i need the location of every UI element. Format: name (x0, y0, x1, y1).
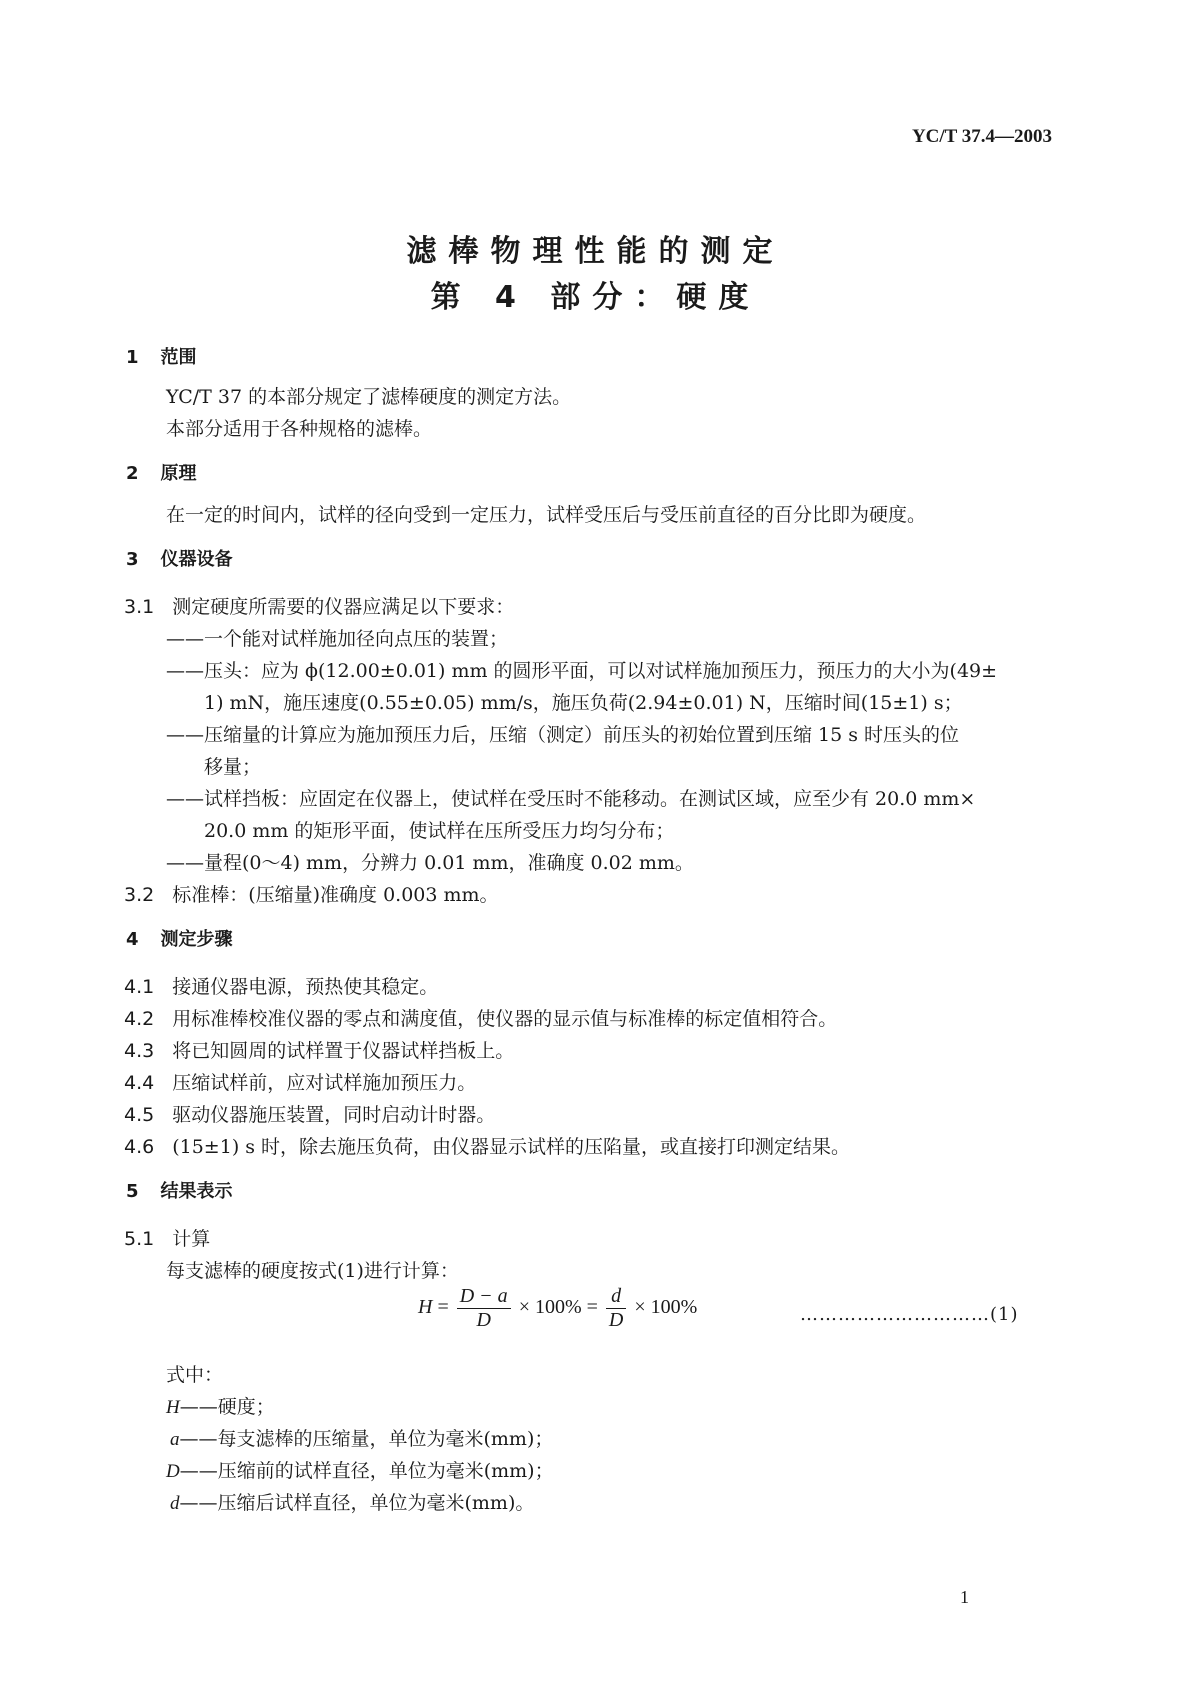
clause-3-2 (124, 880, 499, 907)
step-item (124, 1004, 837, 1031)
section-number: 1 (126, 347, 139, 368)
clause-text: 测定硬度所需要的仪器应满足以下要求： (172, 596, 515, 618)
times-100-percent: × 100% (634, 1296, 698, 1319)
fraction-1-denominator: D (476, 1309, 491, 1331)
formula-equals: = (437, 1296, 449, 1319)
formula-intro: 每支滤棒的硬度按式(1)进行计算： (166, 1260, 459, 1282)
variable-definition (166, 1392, 275, 1419)
variable-description: ——压缩后试样直径，单位为毫米(mm)。 (179, 1492, 535, 1514)
clause-number: 5.1 (124, 1228, 155, 1250)
section-3-heading (126, 545, 233, 571)
equation-number: …………………………(1) (800, 1304, 1019, 1325)
step-item (124, 972, 438, 999)
variable-symbol: d (170, 1493, 180, 1514)
step-number: 4.6 (124, 1136, 155, 1158)
section-title: 仪器设备 (160, 549, 233, 570)
requirement-item: ——量程(0～4) mm，分辨力 0.01 mm，准确度 0.02 mm。 (166, 852, 694, 874)
section-title: 原理 (160, 463, 197, 484)
section-1-paragraph-1: YC/T 37 的本部分规定了滤棒硬度的测定方法。 (166, 386, 572, 408)
requirement-item-continuation: 移量； (204, 756, 262, 778)
step-number: 4.5 (124, 1104, 155, 1126)
clause-title: 计算 (172, 1228, 211, 1250)
section-2-heading (126, 459, 197, 485)
fraction-2-denominator: D (608, 1309, 624, 1331)
section-title: 结果表示 (160, 1181, 233, 1202)
fraction-2 (606, 1285, 626, 1332)
section-number: 3 (126, 549, 139, 570)
hardness-formula (418, 1285, 697, 1332)
requirement-item-continuation: 20.0 mm 的矩形平面，使试样在压所受压力均匀分布； (204, 820, 675, 842)
step-text: 将已知圆周的试样置于仪器试样挡板上。 (172, 1040, 515, 1062)
section-number: 5 (126, 1181, 139, 1202)
step-number: 4.3 (124, 1040, 155, 1062)
section-1-heading (126, 343, 197, 369)
requirement-item: ——压缩量的计算应为施加预压力后，压缩（测定）前压头的初始位置到压缩 15 s 时压头的位 (166, 724, 960, 746)
requirement-item: ——一个能对试样施加径向点压的装置； (166, 628, 509, 650)
document-title: 滤棒物理性能的测定 (406, 234, 785, 269)
standard-code: YC/T 37.4—2003 (911, 126, 1052, 147)
section-5-heading (126, 1177, 233, 1203)
variable-description: ——每支滤棒的压缩量，单位为毫米(mm)； (179, 1428, 554, 1450)
step-item (124, 1036, 514, 1063)
section-title: 测定步骤 (160, 929, 233, 950)
section-2-paragraph-1: 在一定的时间内，试样的径向受到一定压力，试样受压后与受压前直径的百分比即为硬度。 (166, 504, 927, 526)
step-text: (15±1) s 时，除去施压负荷，由仪器显示试样的压陷量，或直接打印测定结果。 (172, 1136, 851, 1158)
section-number: 4 (126, 929, 139, 950)
variable-definition (166, 1456, 554, 1483)
page-number: 1 (960, 1587, 969, 1607)
times-100-percent: × 100% (518, 1296, 582, 1319)
step-item (124, 1132, 850, 1159)
clause-5-1 (124, 1224, 210, 1251)
clause-number: 3.1 (124, 596, 155, 618)
step-number: 4.2 (124, 1008, 155, 1030)
formula-equals: = (586, 1296, 598, 1319)
requirement-item: ——试样挡板：应固定在仪器上，使试样在受压时不能移动。在测试区域，应至少有 20.0 mm× (166, 788, 976, 810)
step-text: 用标准棒校准仪器的零点和满度值，使仪器的显示值与标准棒的标定值相符合。 (172, 1008, 838, 1030)
clause-text: 标准棒：(压缩量)准确度 0.003 mm。 (172, 884, 499, 906)
fraction-1-numerator: D − a (457, 1285, 511, 1309)
variable-symbol: H (166, 1397, 180, 1418)
formula-lhs: H (418, 1296, 433, 1319)
fraction-2-numerator: d (606, 1285, 626, 1309)
variable-description: ——压缩前的试样直径，单位为毫米(mm)； (179, 1460, 554, 1482)
clause-3-1 (124, 592, 514, 619)
step-text: 驱动仪器施压装置，同时启动计时器。 (172, 1104, 496, 1126)
section-1-paragraph-2: 本部分适用于各种规格的滤棒。 (166, 418, 433, 440)
variable-symbol: a (170, 1429, 180, 1450)
variable-description: ——硬度； (179, 1396, 275, 1418)
step-item (124, 1100, 495, 1127)
variable-symbol: D (166, 1461, 180, 1482)
step-item (124, 1068, 476, 1095)
requirement-item-continuation: 1) mN，施压速度(0.55±0.05) mm/s，施压负荷(2.94±0.01) N，压缩时间(15±1) s； (204, 692, 963, 714)
section-number: 2 (126, 463, 139, 484)
variable-definition (170, 1488, 534, 1515)
step-text: 接通仪器电源，预热使其稳定。 (172, 976, 439, 998)
section-title: 范围 (160, 347, 197, 368)
fraction-1 (457, 1285, 511, 1332)
requirement-item: ——压头：应为 ϕ(12.00±0.01) mm 的圆形平面，可以对试样施加预压力，预压力的大小为(49± (166, 660, 998, 682)
step-number: 4.1 (124, 976, 155, 998)
variable-definition (170, 1424, 553, 1451)
clause-number: 3.2 (124, 884, 155, 906)
where-label: 式中： (166, 1364, 224, 1386)
section-4-heading (126, 925, 233, 951)
step-text: 压缩试样前，应对试样施加预压力。 (172, 1072, 477, 1094)
step-number: 4.4 (124, 1072, 155, 1094)
document-subtitle: 第 4 部分：硬度 (430, 280, 761, 315)
